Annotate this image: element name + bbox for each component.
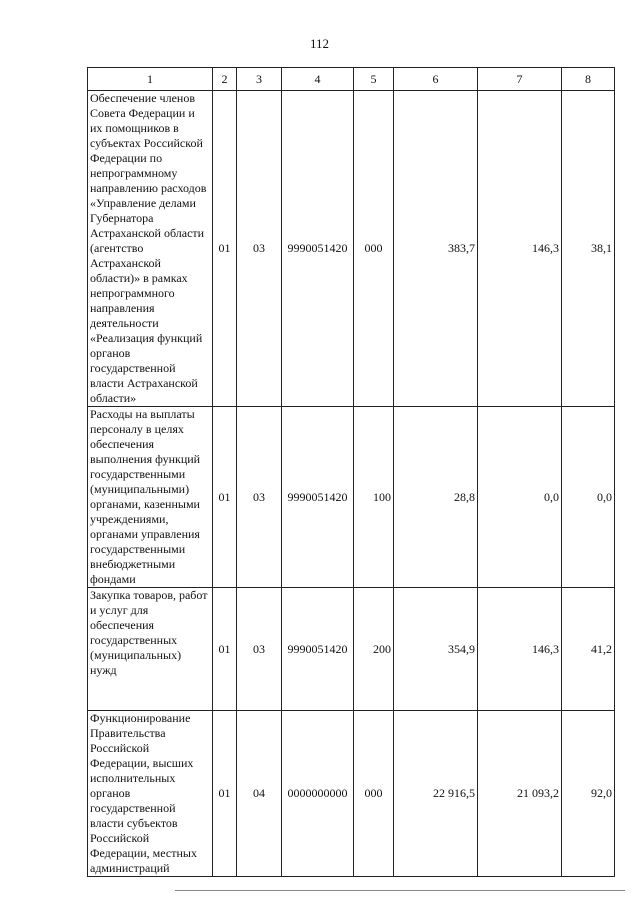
row-expense-type: 000 xyxy=(354,711,394,877)
row-target-code: 9990051420 xyxy=(282,588,354,711)
header-col-3: 3 xyxy=(237,68,282,91)
row-expense-type: 100 xyxy=(354,407,394,588)
bottom-divider xyxy=(175,890,625,891)
row-plan-value: 354,9 xyxy=(394,588,478,711)
row-subsection: 03 xyxy=(237,407,282,588)
table-row xyxy=(88,91,615,407)
row-description: Обеспечение членов Совета Федерации и их помощников в субъектах Российской Федерации по непрограммному направлению расходов «Управление делами Губернатора Астраханской области (агентство Астраханской области)» в рамках непрограммного направления деятельности «Реализация функций органов государственной власти Астраханской области» xyxy=(88,91,213,407)
row-target-code: 9990051420 xyxy=(282,91,354,407)
row-subsection: 03 xyxy=(237,91,282,407)
header-row xyxy=(88,68,615,91)
row-target-code: 0000000000 xyxy=(282,711,354,877)
row-percent: 0,0 xyxy=(562,407,615,588)
row-expense-type: 200 xyxy=(354,588,394,711)
row-target-code: 9990051420 xyxy=(282,407,354,588)
row-description: Расходы на выплаты персоналу в целях обеспечения выполнения функций государственными (муниципальными) органами, казенными учреждениями, органами управления государственными внебюджетными фондами xyxy=(88,407,213,588)
row-fact-value: 146,3 xyxy=(478,588,562,711)
header-col-6: 6 xyxy=(394,68,478,91)
row-section: 01 xyxy=(213,91,237,407)
row-description: Функционирование Правительства Российской Федерации, высших исполнительных органов государственной власти субъектов Российской Федерации, местных администраций xyxy=(88,711,213,877)
header-col-8: 8 xyxy=(562,68,615,91)
header-col-7: 7 xyxy=(478,68,562,91)
row-fact-value: 146,3 xyxy=(478,91,562,407)
header-col-5: 5 xyxy=(354,68,394,91)
row-percent: 41,2 xyxy=(562,588,615,711)
row-percent: 38,1 xyxy=(562,91,615,407)
row-subsection: 03 xyxy=(237,588,282,711)
row-description: Закупка товаров, работ и услуг для обеспечения государственных (муниципальных) нужд xyxy=(88,588,213,711)
table-row xyxy=(88,588,615,711)
budget-table xyxy=(87,67,615,877)
row-section: 01 xyxy=(213,588,237,711)
row-plan-value: 22 916,5 xyxy=(394,711,478,877)
row-fact-value: 0,0 xyxy=(478,407,562,588)
table-row xyxy=(88,407,615,588)
header-col-1: 1 xyxy=(88,68,213,91)
row-section: 01 xyxy=(213,711,237,877)
row-fact-value: 21 093,2 xyxy=(478,711,562,877)
row-percent: 92,0 xyxy=(562,711,615,877)
row-plan-value: 28,8 xyxy=(394,407,478,588)
page-number: 112 xyxy=(309,36,330,51)
header-col-4: 4 xyxy=(282,68,354,91)
header-col-2: 2 xyxy=(213,68,237,91)
row-plan-value: 383,7 xyxy=(394,91,478,407)
row-subsection: 04 xyxy=(237,711,282,877)
row-section: 01 xyxy=(213,407,237,588)
table-row xyxy=(88,711,615,877)
row-expense-type: 000 xyxy=(354,91,394,407)
